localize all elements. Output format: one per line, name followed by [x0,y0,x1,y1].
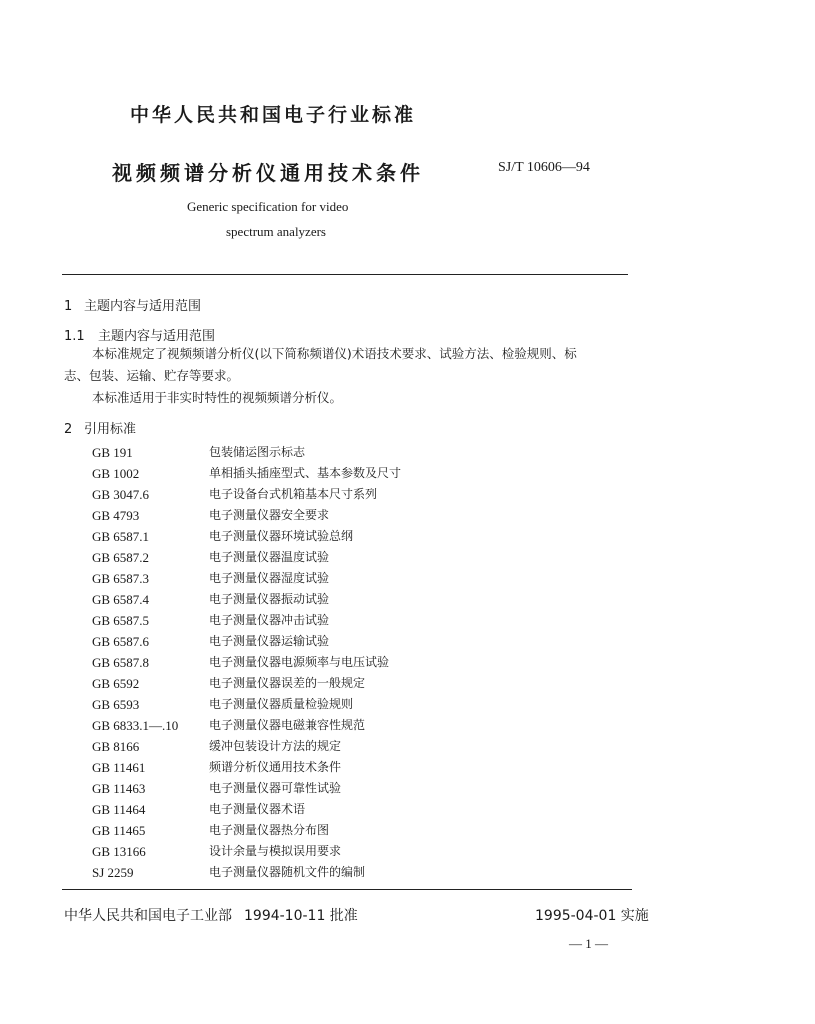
section-1-heading [64,295,201,314]
section-2-number: 2 [64,422,73,437]
list-item [92,484,632,505]
reference-title: 电子测量仪器安全要求 [209,508,330,522]
reference-title: 电子测量仪器质量检验规则 [209,697,354,711]
list-item [92,715,632,736]
section-1-1-title: 主题内容与适用范围 [98,329,216,344]
reference-title: 电子测量仪器运输试验 [209,634,330,648]
header-divider [62,274,628,275]
reference-title: 频谱分析仪通用技术条件 [209,760,342,774]
reference-title: 设计余量与模拟误用要求 [209,844,342,858]
reference-title: 电子测量仪器电磁兼容性规范 [209,718,366,732]
reference-title: 电子测量仪器随机文件的编制 [209,865,366,879]
list-item [92,841,632,862]
reference-code: GB 6587.8 [92,655,150,670]
reference-code: GB 6587.2 [92,550,150,565]
reference-title: 电子测量仪器冲击试验 [209,613,330,627]
reference-title: 电子测量仪器热分布图 [209,823,330,837]
reference-code: GB 6592 [92,676,140,691]
reference-code: GB 191 [92,445,133,460]
document-title: 视频频谱分析仪通用技术条件 [112,161,424,185]
scope-paragraph-line1: 本标准规定了视频频谱分析仪(以下简称频谱仪)术语技术要求、试验方法、检验规则、标 [92,346,577,361]
reference-title: 单相插头插座型式、基本参数及尺寸 [209,466,402,480]
reference-title: 电子测量仪器湿度试验 [209,571,330,585]
list-item [92,757,632,778]
reference-code: GB 11465 [92,823,146,838]
footer-issuer [64,905,358,925]
reference-title: 电子设备台式机箱基本尺寸系列 [209,487,378,501]
reference-code: GB 11463 [92,781,146,796]
reference-code: GB 11461 [92,760,146,775]
footer-divider [62,889,632,890]
reference-title: 缓冲包装设计方法的规定 [209,739,342,753]
reference-title: 电子测量仪器振动试验 [209,592,330,606]
list-item [92,652,632,673]
list-item [92,526,632,547]
list-item [92,610,632,631]
issuing-organization-header: 中华人民共和国电子行业标准 [130,104,417,126]
applicability-paragraph: 本标准适用于非实时特性的视频频谱分析仪。 [92,390,343,405]
reference-title: 电子测量仪器术语 [209,802,306,816]
reference-code: GB 1002 [92,466,140,481]
section-1-1-heading [64,325,215,344]
reference-code: GB 6587.3 [92,571,150,586]
section-2-title: 引用标准 [84,422,137,437]
reference-title: 电子测量仪器误差的一般规定 [209,676,366,690]
section-2-heading [64,418,136,437]
issuing-ministry: 中华人民共和国电子工业部 [64,908,232,924]
reference-code: GB 6833.1—.10 [92,718,179,733]
referenced-standards-list [92,442,632,883]
reference-code: GB 6587.4 [92,592,150,607]
list-item [92,568,632,589]
list-item [92,694,632,715]
list-item [92,736,632,757]
page-number: — 1 — [569,936,608,951]
reference-code: GB 6587.6 [92,634,150,649]
reference-code: GB 6587.5 [92,613,150,628]
list-item [92,463,632,484]
list-item [92,547,632,568]
section-1-1-number: 1.1 [64,329,85,344]
reference-code: GB 6593 [92,697,140,712]
list-item [92,505,632,526]
list-item [92,442,632,463]
reference-code: SJ 2259 [92,865,134,880]
english-title-line2: spectrum analyzers [226,224,326,239]
reference-code: GB 4793 [92,508,140,523]
standard-number: SJ/T 10606—94 [498,160,590,175]
list-item [92,673,632,694]
list-item [92,799,632,820]
reference-title: 电子测量仪器温度试验 [209,550,330,564]
reference-title: 电子测量仪器环境试验总纲 [209,529,354,543]
list-item [92,589,632,610]
scope-paragraph-line2: 志、包装、运输、贮存等要求。 [64,368,240,383]
approval-date: 1994-10-11 批准 [244,908,358,924]
reference-code: GB 6587.1 [92,529,150,544]
list-item [92,820,632,841]
reference-title: 电子测量仪器可靠性试验 [209,781,342,795]
reference-code: GB 13166 [92,844,146,859]
reference-code: GB 3047.6 [92,487,150,502]
section-1-number: 1 [64,299,73,314]
reference-code: GB 8166 [92,739,140,754]
reference-title: 电子测量仪器电源频率与电压试验 [209,655,390,669]
reference-code: GB 11464 [92,802,146,817]
list-item [92,778,632,799]
list-item [92,631,632,652]
list-item [92,862,632,883]
implementation-date: 1995-04-01 实施 [535,908,649,924]
english-title-line1: Generic specification for video [187,199,349,214]
section-1-title: 主题内容与适用范围 [84,299,202,314]
reference-title: 包装储运图示标志 [209,445,306,459]
